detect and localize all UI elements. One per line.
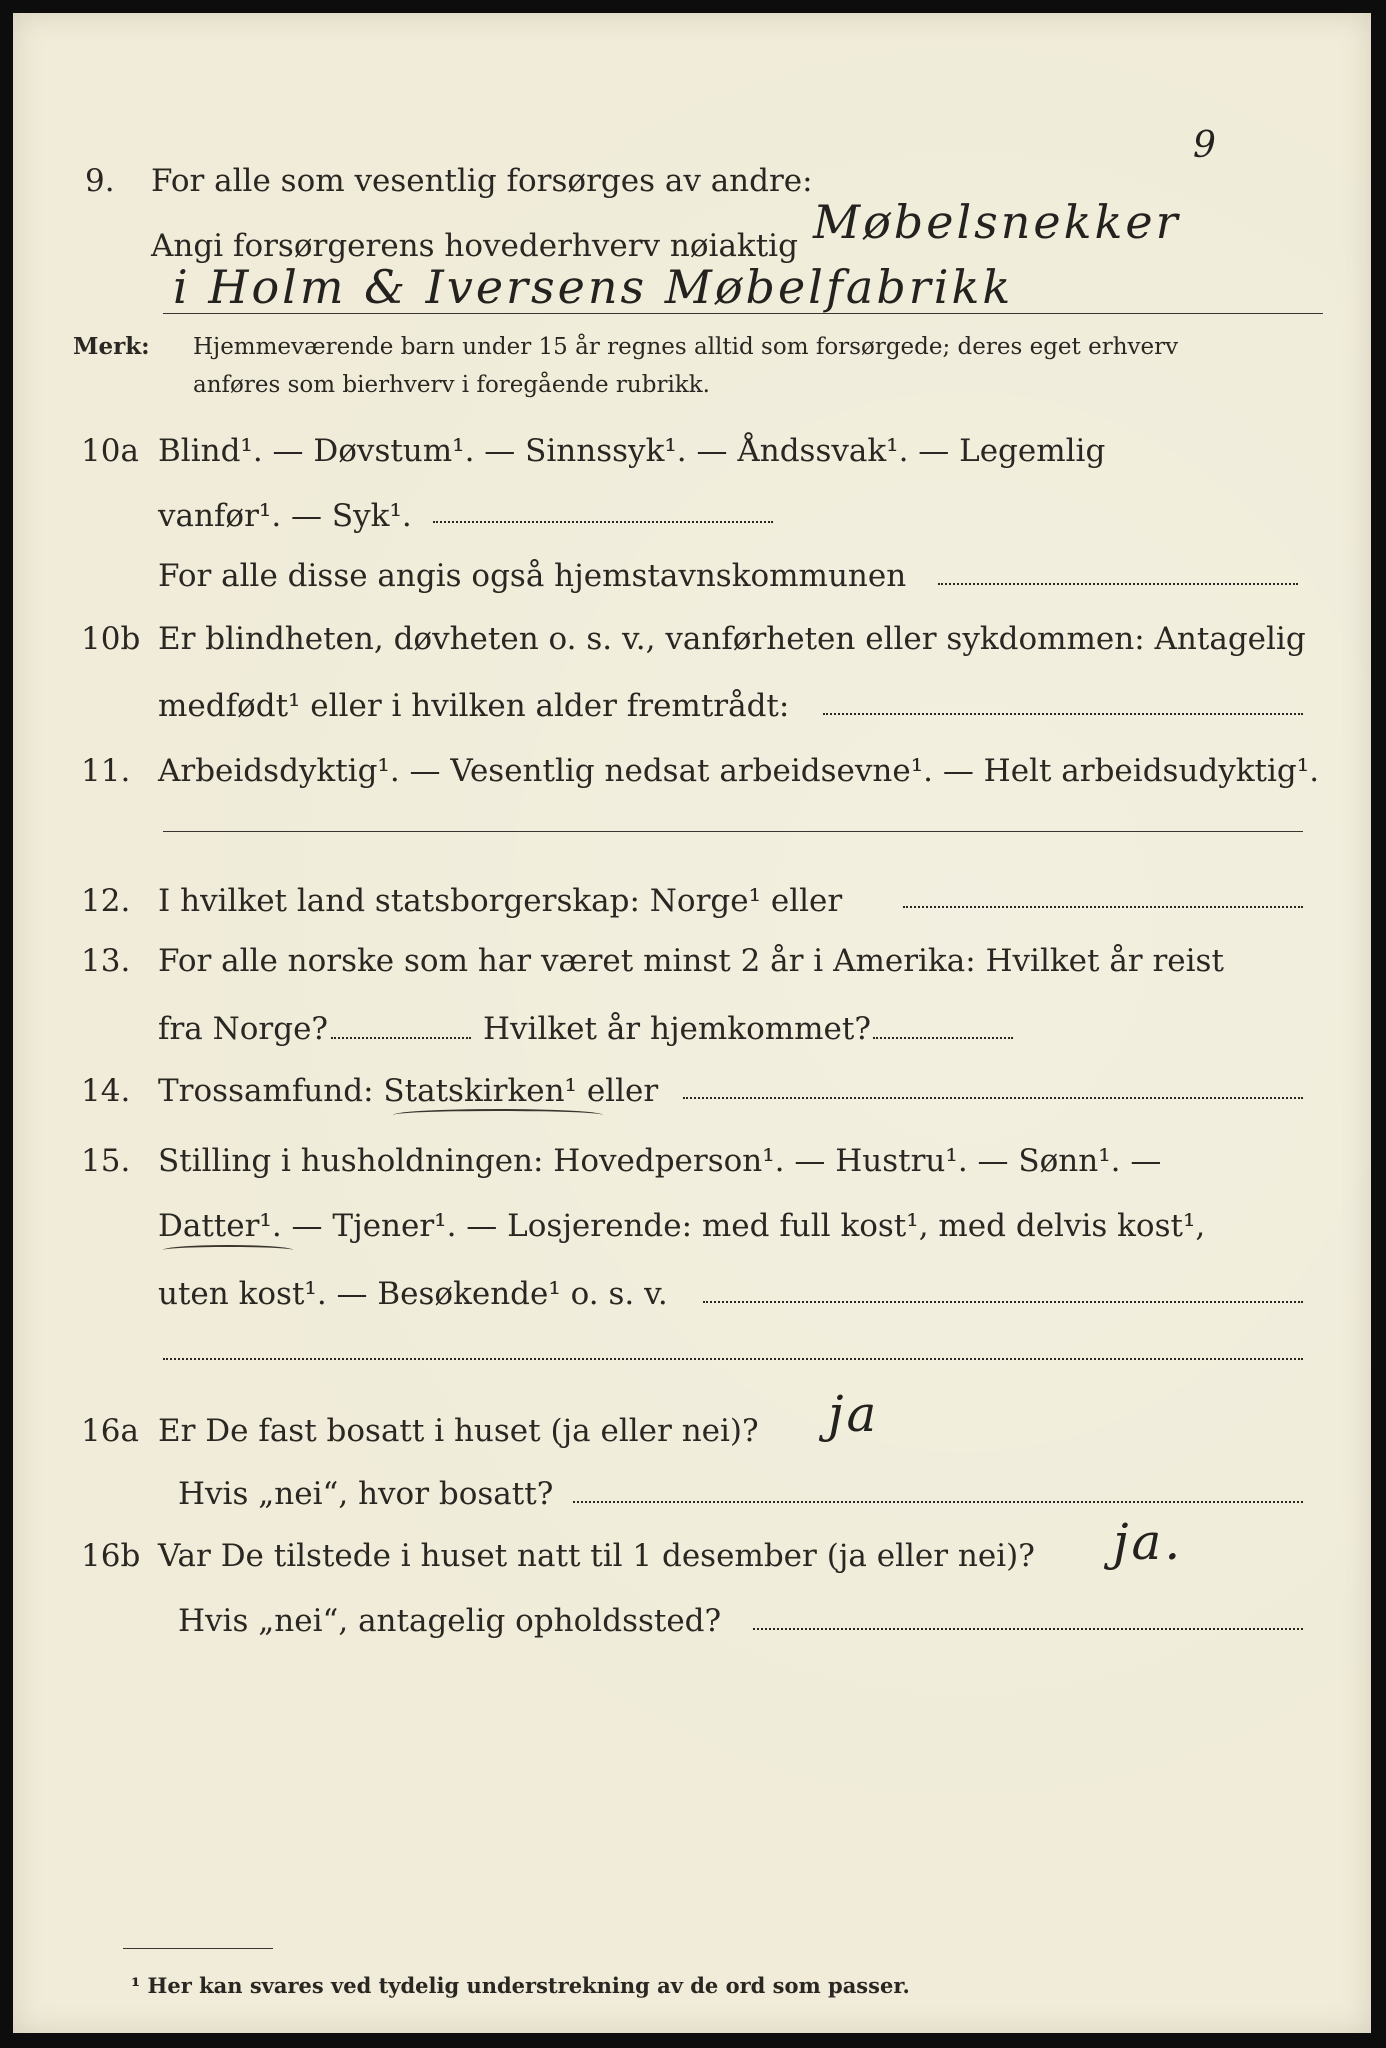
q11-number: 11. [81,753,131,789]
q16b-question: Var De tilstede i huset natt til 1 desember (ja eller nei)? [158,1538,1035,1574]
q13-question-hjemkommet: Hvilket år hjemkommet? [483,1011,871,1047]
q14-number: 14. [81,1073,131,1109]
q10a-question-line2: vanfør¹. — Syk¹. [158,498,412,534]
merk-text-line2: anføres som bierhverv i foregående rubrikk. [193,372,710,398]
q10b-number: 10b [81,621,141,657]
q10a-question: Blind¹. — Døvstum¹. — Sinnssyk¹. — Åndssvak¹. — Legemlig [158,433,1106,469]
q16a-number: 16a [81,1413,139,1449]
q15-number: 15. [81,1143,131,1179]
q16b-handwritten-answer: ja. [1113,1513,1184,1571]
q9-question-line2: Angi forsørgerens hovederhverv nøiaktig [151,228,798,264]
q10b-question: Er blindheten, døvheten o. s. v., vanførheten eller sykdommen: Antagelig [158,621,1306,657]
q9-number: 9. [85,163,115,199]
q15-datter-underline [163,1245,293,1255]
q9-handwritten-mark: 9 [1193,125,1219,166]
q9-answer-line [163,313,1323,314]
q12-question: I hvilket land statsborgerskap: Norge¹ eller [158,883,843,919]
q14-statskirken-underline [393,1109,603,1121]
q13-reist-fill-line [331,1037,471,1039]
q14-question: Trossamfund: Statskirken¹ eller [158,1073,659,1109]
q16b-number: 16b [81,1538,141,1574]
q15-fill-line [703,1301,1303,1303]
q11-answer-line [163,831,1303,832]
q10b-question-line2: medfødt¹ eller i hvilken alder fremtrådt: [158,688,790,724]
q15-answer-line [163,1358,1303,1360]
q16a-handwritten-answer: ja [828,1385,880,1443]
q15-question-line2: Datter¹. — Tjener¹. — Losjerende: med full kost¹, med delvis kost¹, [158,1208,1206,1244]
q15-question-line3: uten kost¹. — Besøkende¹ o. s. v. [158,1276,668,1312]
q10a-number: 10a [81,433,139,469]
q16a-fill-line [573,1501,1303,1503]
q16a-question: Er De fast bosatt i huset (ja eller nei)? [158,1413,759,1449]
q14-fill-line [683,1097,1303,1099]
q10a-hjemstavn-fill-line [938,583,1298,585]
q15-question: Stilling i husholdningen: Hovedperson¹. — Hustru¹. — Sønn¹. — [158,1143,1162,1179]
q16b-fill-line [753,1628,1303,1630]
merk-label: Merk: [73,333,150,360]
q13-number: 13. [81,943,131,979]
q9-handwritten-answer-occupation: Møbelsnekker [813,195,1181,249]
q12-number: 12. [81,883,131,919]
q13-question: For alle norske som har været minst 2 år i Amerika: Hvilket år reist [158,943,1224,979]
q13-hjemkommet-fill-line [873,1037,1013,1039]
q9-handwritten-answer-employer: i Holm & Iversens Møbelfabrikk [173,260,1014,314]
q9-question: For alle som vesentlig forsørges av andre: [151,163,813,199]
footnote-separator [123,1948,273,1949]
census-form-page [13,13,1371,2033]
q10b-fill-line [823,713,1303,715]
footnote: ¹ Her kan svares ved tydelig understrekning av de ord som passer. [131,1973,910,1998]
q10a-question-line3: For alle disse angis også hjemstavnskommunen [158,558,907,594]
q12-fill-line [903,906,1303,908]
q16b-question-line2: Hvis „nei“, antagelig opholdssted? [178,1603,722,1639]
q11-question: Arbeidsdyktig¹. — Vesentlig nedsat arbeidsevne¹. — Helt arbeidsudyktig¹. [158,753,1320,789]
merk-text-line1: Hjemmeværende barn under 15 år regnes alltid som forsørgede; deres eget erhverv [193,334,1179,360]
q13-question-reist: fra Norge? [158,1011,329,1047]
q16a-question-line2: Hvis „nei“, hvor bosatt? [178,1476,554,1512]
q10a-fill-line [433,521,773,523]
